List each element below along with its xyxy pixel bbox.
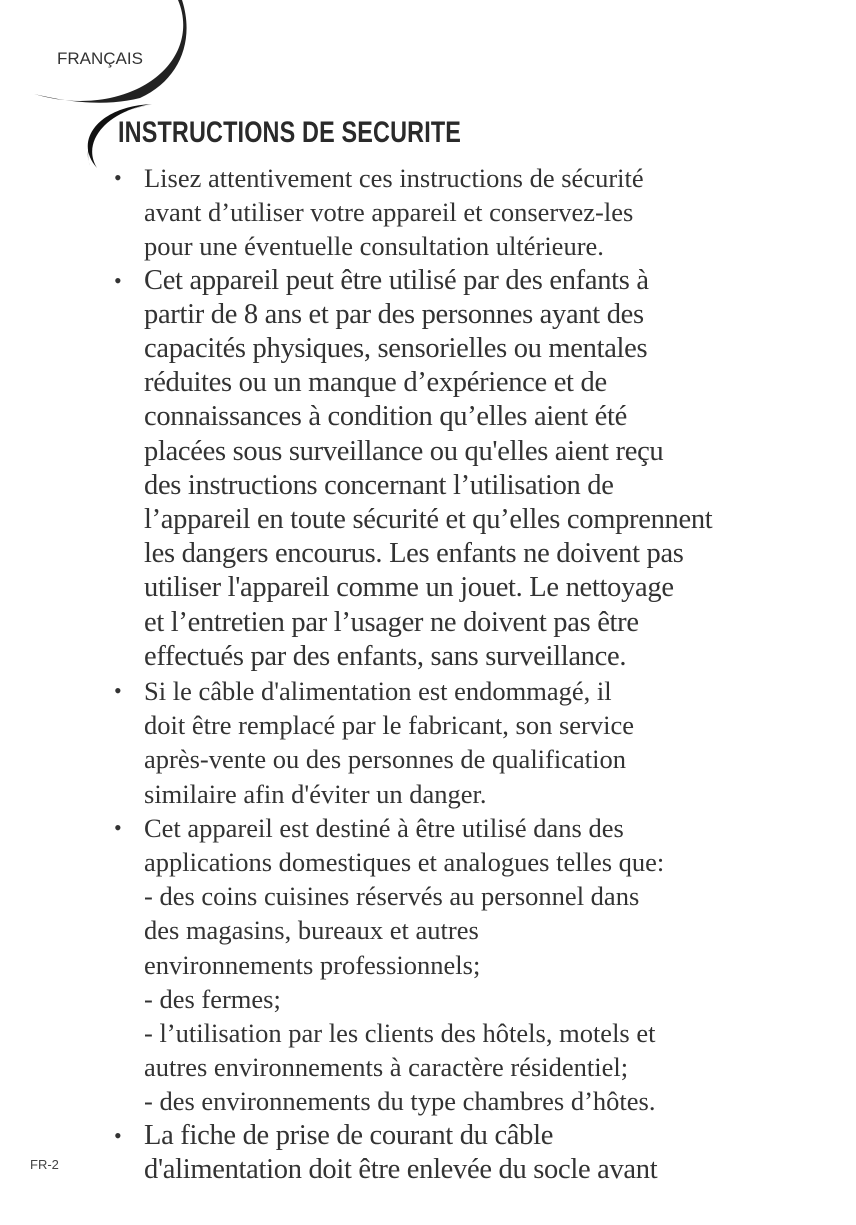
text-line: La fiche de prise de courant du câble — [144, 1119, 554, 1151]
text-line: des instructions concernant l’utilisation de — [144, 469, 614, 501]
text-line: les dangers encourus. Les enfants ne doivent pas — [144, 538, 684, 570]
text-line: Cet appareil peut être utilisé par des enfants à — [144, 264, 649, 296]
text-line: placées sous surveillance ou qu'elles aient reçu — [144, 435, 664, 467]
text-line: - des fermes; — [144, 983, 281, 1014]
list-item — [0, 264, 856, 674]
text-line: - des coins cuisines réservés au personnel dans — [144, 881, 640, 912]
text-line: doit être remplacé par le fabricant, son service — [144, 710, 635, 741]
text-line: des magasins, bureaux et autres — [144, 915, 479, 946]
list-item — [0, 161, 856, 264]
text-line: environnements professionnels; — [144, 949, 481, 980]
text-line: partir de 8 ans et par des personnes ayant des — [144, 298, 644, 330]
text-line: - l’utilisation par les clients des hôtels, motels et — [144, 1018, 656, 1049]
safety-instructions-list — [0, 161, 856, 1187]
page-number: FR-2 — [30, 1157, 59, 1172]
text-line: connaissances à condition qu’elles aient été — [144, 401, 627, 433]
list-item — [0, 674, 856, 811]
bullet-icon: • — [114, 678, 122, 704]
text-line: l’appareil en toute sécurité et qu’elles comprennent — [144, 504, 713, 536]
language-label: FRANÇAIS — [57, 49, 143, 68]
page-title: INSTRUCTIONS DE SECURITE — [118, 116, 462, 149]
text-line: effectués par des enfants, sans surveillance. — [144, 640, 627, 672]
text-line: Cet appareil est destiné à être utilisé dans des — [144, 812, 624, 843]
text-line: - des environnements du type chambres d’hôtes. — [144, 1086, 656, 1117]
text-line: capacités physiques, sensorielles ou mentales — [144, 333, 648, 365]
text-line: et l’entretien par l’usager ne doivent pas être — [144, 606, 639, 638]
text-line: avant d’utiliser votre appareil et conservez-les — [144, 197, 634, 228]
text-line: d'alimentation doit être enlevée du socle avant — [144, 1153, 658, 1185]
text-line: après-vente ou des personnes de qualification — [144, 744, 626, 775]
list-item — [0, 811, 856, 1119]
text-line: utiliser l'appareil comme un jouet. Le nettoyage — [144, 572, 674, 604]
text-line: similaire afin d'éviter un danger. — [144, 778, 487, 809]
bullet-icon: • — [114, 165, 122, 190]
text-line: pour une éventuelle consultation ultérieure. — [144, 231, 604, 262]
bullet-icon: • — [114, 1122, 122, 1148]
text-line: Si le câble d'alimentation est endommagé, il — [144, 676, 612, 707]
text-line: applications domestiques et analogues telles que: — [144, 847, 665, 878]
text-line: autres environnements à caractère résidentiel; — [144, 1052, 629, 1083]
text-line: Lisez attentivement ces instructions de sécurité — [144, 163, 644, 193]
bullet-icon: • — [114, 267, 122, 293]
bullet-icon: • — [114, 814, 122, 840]
text-line: réduites ou un manque d’expérience et de — [144, 367, 607, 399]
list-item — [0, 1119, 856, 1187]
